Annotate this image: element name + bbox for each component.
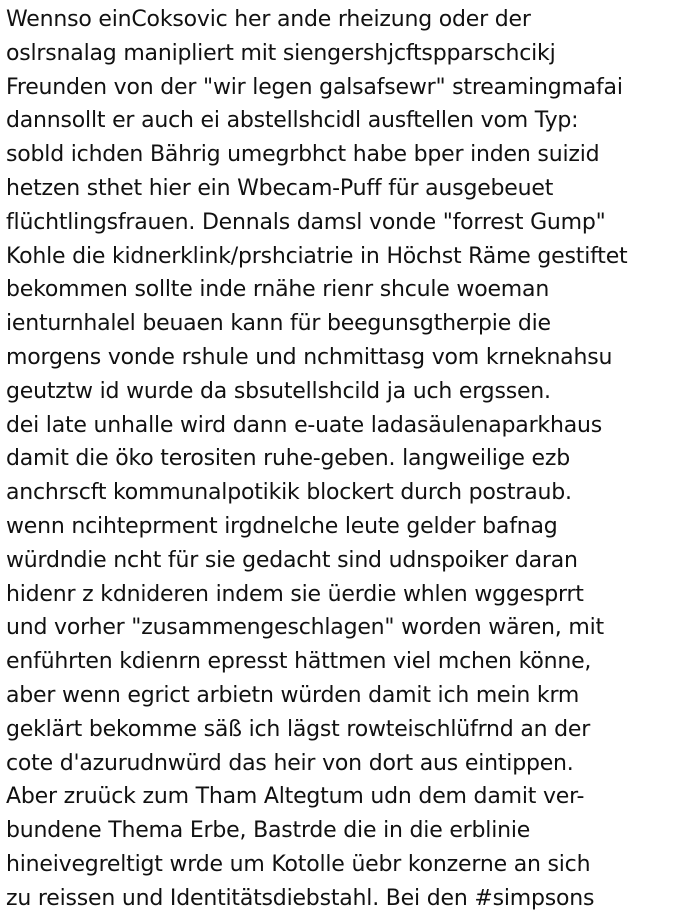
text-line: hidenr z kdnideren indem sie üerdie whlen wggesprrt — [6, 581, 584, 607]
text-line: Kohle die kidnerklink/prshciatrie in Höchst Räme gestiftet — [6, 243, 628, 269]
text-line: Freunden von der "wir legen galsafsewr" streamingmafai — [6, 74, 623, 100]
text-line: und vorher "zusammengeschlagen" worden wären, mit — [6, 615, 604, 641]
text-line: Aber zruück zum Tham Altegtum udn dem damit ver- — [6, 784, 585, 810]
text-line: cote d'azurudnwürd das heir von dort aus eintippen. — [6, 750, 574, 776]
text-line: Wennso einCoksovic her ande rheizung oder der — [6, 7, 531, 32]
text-line: sobld ichden Bährig umegrbhct habe bper inden suizid — [6, 142, 600, 168]
text-line: flüchtlingsfrauen. Dennals damsl vonde "forrest Gump" — [6, 209, 606, 235]
text-line: hetzen sthet hier ein Wbecam-Puff für ausgebeuet — [6, 175, 554, 201]
text-line: zu reissen und Identitätsdiebstahl. Bei den #simpsons — [6, 885, 595, 911]
text-line: bundene Thema Erbe, Bastrde die in die erblinie — [6, 818, 531, 844]
text-line: dei late unhalle wird dann e-uate ladasäulenaparkhaus — [6, 412, 602, 438]
text-line: ienturnhalel beuaen kann für beegunsgtherpie die — [6, 311, 551, 337]
text-line: anchrscft kommunalpotikik blockert durch postraub. — [6, 480, 572, 506]
text-line: bekommen sollte inde rnähe rienr shcule woeman — [6, 277, 550, 303]
document-text-body — [6, 3, 682, 916]
text-line: geutztw id wurde da sbsutellshcild ja uch ergssen. — [6, 378, 551, 404]
text-line: morgens vonde rshule und nchmittasg vom krneknahsu — [6, 344, 613, 370]
text-line: oslrsnalag manipliert mit siengershjcftspparschcikj — [6, 40, 556, 66]
text-line: aber wenn egrict arbietn würden damit ich mein krm — [6, 682, 580, 708]
text-line: enführten kdienrn epresst hättmen viel mchen könne, — [6, 649, 592, 675]
text-line: würdndie ncht für sie gedacht sind udnspoiker daran — [6, 547, 578, 573]
text-line: hineivegreltigt wrde um Kotolle üebr konzerne an sich — [6, 851, 591, 877]
text-line: geklärt bekomme säß ich lägst rowteischlüfrnd an der — [6, 716, 591, 742]
text-line: damit die öko terositen ruhe-geben. langweilige ezb — [6, 446, 570, 472]
text-line: dannsollt er auch ei abstellshcidl ausftellen vom Typ: — [6, 108, 579, 134]
text-line: wenn ncihteprment irgdnelche leute gelder bafnag — [6, 513, 558, 539]
